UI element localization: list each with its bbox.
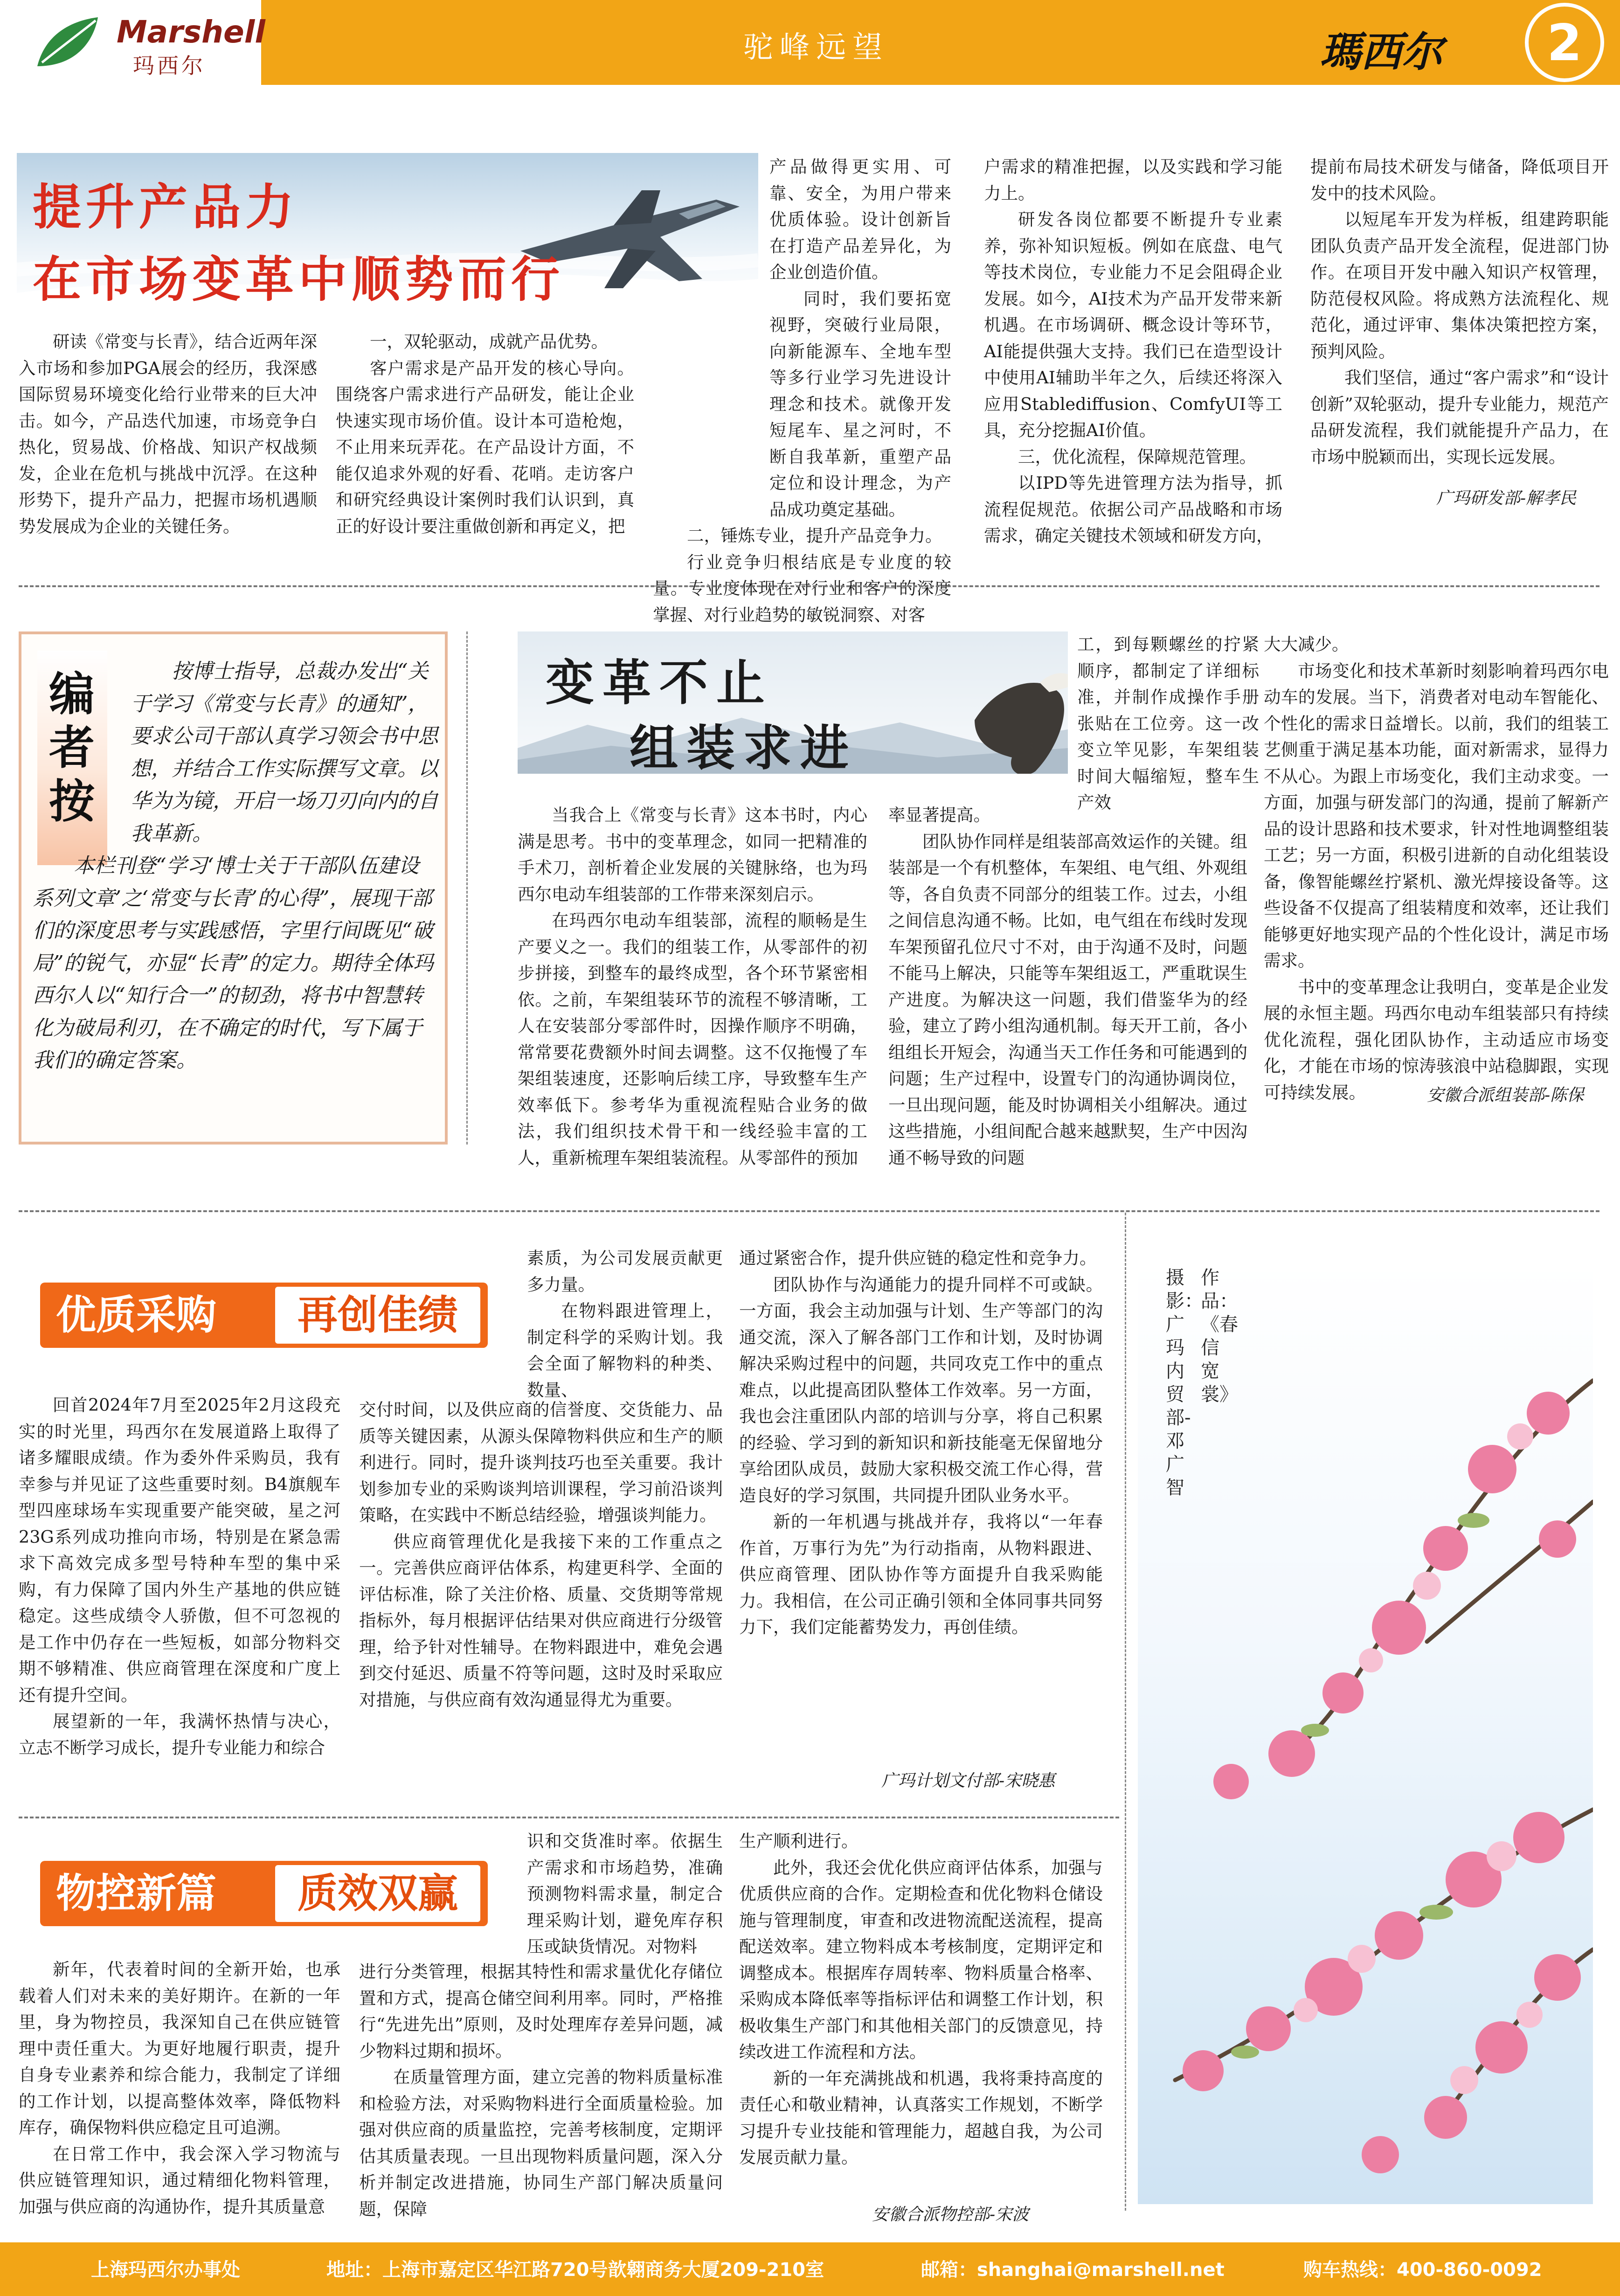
photo-title: 作品：《春信宽裳》	[1201, 1267, 1238, 1405]
paragraph: 供应商管理优化是我接下来的工作重点之一。完善供应商评估体系，构建更科学、全面的评估标准，除了关注价格、质量、交货期等常规指标外，每月根据评估结果对供应商进行分级管理，给予针对性辅导。在物料跟进中，难免会遇到交付延迟、质量不符等问题，这时及时采取应对措施，与供应商有效沟通显得尤为重要。	[359, 1531, 723, 1710]
logo-text: Marshell	[117, 14, 266, 50]
paragraph: 一，双轮驱动，成就产品优势。	[370, 332, 608, 352]
column-divider	[466, 631, 468, 1145]
article2-column-2	[888, 802, 1247, 1171]
article1-title-line1: 提升产品力	[33, 179, 299, 236]
paragraph: 客户需求是产品开发的核心导向。围绕客户需求进行产品研发，能让企业快速实现市场价值。设计本可造枪炮，不止用来玩弄花。在产品设计方面，不能仅追求外观的好看、花哨。走访客户和研究经典设计案例时我们认识到，真正的好设计要注重做创新和再定义，把	[336, 358, 634, 536]
section-divider	[19, 585, 1599, 587]
paragraph: 大大减少。	[1264, 634, 1349, 654]
paragraph: 在日常工作中，我会深入学习物流与供应链管理知识，通过精细化物料管理，加强与供应商的沟通协作，提升其质量意	[19, 2143, 340, 2217]
article4-column-1	[19, 1956, 340, 2220]
paragraph: 在物料跟进管理上，制定科学的采购计划。我会全面了解物料的种类、数量、	[527, 1301, 723, 1400]
article3-column-1	[19, 1392, 340, 1761]
section-title: 驼峰远望	[743, 30, 889, 65]
logo-chinese: 玛西尔	[133, 53, 206, 78]
article1-column-3	[653, 154, 951, 628]
footer-hotline: 购车热线：400-860-0092	[1303, 2259, 1542, 2281]
photo-author: 摄影：广玛内贸部-邓广智	[1166, 1267, 1203, 1498]
column-divider	[1125, 1213, 1126, 2211]
paragraph: 识和交货准时率。依据生产需求和市场趋势，准确预测物料需求量，制定合理采购计划，避免库存积压或缺货情况。对物料	[527, 1831, 723, 1956]
article2-column-3	[1264, 631, 1609, 1106]
paragraph: 生产顺利进行。	[739, 1831, 858, 1851]
article2-title-line2: 组装求进	[630, 720, 858, 777]
article3-column-2-top	[527, 1245, 723, 1403]
article2-signature: 安徽合派组装部-陈保	[1427, 1086, 1584, 1105]
paragraph: 研读《常变与长青》，结合近两年深入市场和参加PGA展会的经历，我深感国际贸易环境变化给行业带来的巨大冲击。如今，产品迭代加速，市场竞争白热化，贸易战、价格战、知识产权战频发，企业在危机与挑战中沉浮。在这种形势下，提升产品力，把握市场机遇顺势发展成为企业的关键任务。	[19, 332, 317, 536]
article2-column-0	[1077, 631, 1259, 816]
paragraph: 按博士指导，总裁办发出“关于学习《常变与长青》的通知”，要求公司干部认真学习领会书中思想，并结合工作实际撰写文章。以华为为镜，开启一场刀刃向内的自我革新。	[131, 659, 438, 846]
article4-column-3	[739, 1828, 1103, 2171]
paragraph: 户需求的精准把握，以及实践和学习能力上。	[984, 157, 1282, 203]
paragraph: 团队协作同样是组装部高效运作的关键。组装部是一个有机整体，车架组、电气组、外观组等，各自负责不同部分的组装工作。过去，小组之间信息沟通不畅。比如，电气组在布线时发现车架预留孔位尺寸不对，由于沟通不及时，问题不能马上解决，只能等车架组返工，严重耽误生产进度。为解决这一问题，我们借鉴华为的经验，建立了跨小组沟通机制。每天开工前，各小组组长开短会，沟通当天工作任务和可能遇到的问题；生产过程中，设置专门的沟通协调岗位，一旦出现问题，能及时协调相关小组解决。通过这些措施，小组间配合越来越默契，生产中因沟通不畅导致的问题	[888, 831, 1247, 1168]
article4-signature: 安徽合派物控部-宋波	[872, 2205, 1029, 2224]
article2-column-1	[518, 802, 867, 1171]
article4-column-2-top	[527, 1828, 723, 1960]
article3-column-3	[739, 1245, 1103, 1641]
article4-tag-right: 质效双赢	[275, 1865, 480, 1922]
paragraph: 市场变化和技术革新时刻影响着玛西尔电动车的发展。当下，消费者对电动车智能化、个性化的需求日益增长。以前，我们的组装工艺侧重于满足基本功能，面对新需求，显得力不从心。为跟上市场变化，我们主动求变。一方面，加强与研发部门的沟通，提前了解新产品的设计思路和技术要求，针对性地调整组装工艺；另一方面，积极引进新的自动化组装设备，像智能螺丝拧紧机、激光焊接设备等。这些设备不仅提高了组装精度和效率，还让我们能够更好地实现产品的个性化设计，满足市场需求。	[1264, 660, 1609, 971]
article1-column-1	[19, 329, 317, 540]
editor-tag-char: 按	[48, 775, 95, 828]
article1-signature: 广玛研发部-解孝民	[1436, 489, 1577, 508]
paragraph: 二，锤炼专业，提升产品竞争力。	[687, 526, 942, 546]
paragraph: 交付时间，以及供应商的信誉度、交货能力、品质等关键因素，从源头保障物料供应和生产的顺利进行。同时，提升谈判技巧也至关重要。我计划参加专业的采购谈判培训课程，学习前沿谈判策略，在实践中不断总结经验，增强谈判能力。	[359, 1400, 723, 1525]
paragraph: 行业竞争归根结底是专业度的较量。专业度体现在对行业和客户的深度掌握、对行业趋势的敏锐洞察、对客	[653, 552, 951, 625]
paragraph: 书中的变革理念让我明白，变革是企业发展的永恒主题。玛西尔电动车组装部只有持续优化流程，强化团队协作，主动适应市场变化，才能在市场的惊涛骇浪中站稳脚跟，实现可持续发展。	[1264, 977, 1609, 1103]
paragraph: 我们坚信，通过“客户需求”和“设计创新”双轮驱动，提升专业能力，规范产品研发流程，我们就能提升产品力，在市场中脱颖而出，实现长远发展。	[1310, 368, 1609, 467]
paragraph: 回首2024年7月至2025年2月这段充实的时光里，玛西尔在发展道路上取得了诸多耀眼成绩。作为委外件采购员，我有幸参与并见证了这些重要时刻。B4旗舰车型四座球场车实现重要产能突破，星之河23G系列成功推向市场，特别是在紧急需求下高效完成多型号特种车型的集中采购，有力保障了国内外生产基地的供应链稳定。这些成绩令人骄傲，但不可忽视的是工作中仍存在一些短板，如部分物料交期不够精准、供应商管理在深度和广度上还有提升空间。	[19, 1395, 340, 1705]
paragraph: 在质量管理方面，建立完善的物料质量标准和检验方法，对采购物料进行全面质量检验。加强对供应商的质量监控，完善考核制度，定期评估其质量表现。一旦出现物料质量问题，深入分析并制定改进措施，协同生产部门解决质量问题，保障	[359, 2067, 723, 2219]
paragraph: 产品做得更实用、可靠、安全，为用户带来优质体验。设计创新旨在打造产品差异化，为企业创造价值。	[769, 157, 951, 282]
paragraph: 同时，我们要拓宽视野，突破行业局限，向新能源车、全地车型等多行业学习先进设计理念和技术。就像开发短尾车、星之河时，不断自我革新，重塑产品定位和设计理念，为产品成功奠定基础。	[769, 288, 951, 520]
paragraph: 展望新的一年，我满怀热情与决心，立志不断学习成长，提升专业能力和综合	[19, 1711, 340, 1758]
article4-tag-left: 物控新篇	[56, 1870, 216, 1917]
paragraph: 新年，代表着时间的全新开始，也承载着人们对未来的美好期许。在新的一年里，身为物控员，我深知自己在供应链管理中责任重大。为更好地履行职责，提升自身专业素养和综合能力，我制定了详细的工作计划，以提高整体效率，降低物料库存，确保物料供应稳定且可追溯。	[19, 1959, 340, 2137]
paragraph: 新的一年充满挑战和机遇，我将秉持高度的责任心和敬业精神，认真落实工作规划，不断学习提升专业技能和管理能力，超越自我，为公司发展贡献力量。	[739, 2068, 1103, 2167]
editor-note-text	[33, 655, 438, 1077]
article3-tag-left: 优质采购	[56, 1292, 216, 1339]
paragraph: 工，到每颗螺丝的拧紧顺序，都制定了详细标准，并制作成操作手册张贴在工位旁。这一改变立竿见影，车架组装时间大幅缩短，整车生产效	[1077, 634, 1259, 812]
footer-office: 上海玛西尔办事处	[91, 2259, 240, 2281]
paragraph: 通过紧密合作，提升供应链的稳定性和竞争力。	[739, 1248, 1097, 1268]
page-number: 2	[1547, 14, 1582, 72]
paragraph: 本栏刊登“学习‘博士关于干部队伍建设系列文章’之‘常变与长青’的心得”，展现干部们的深度思考与实践感悟，字里行间既见“破局”的锐气，亦显“长青”的定力。期待全体玛西尔人以“知行合一”的韧劲，将书中智慧转化为破局利刃，在不确定的时代，写下属于我们的确定答案。	[33, 854, 434, 1072]
article3-tag-right: 再创佳绩	[275, 1287, 480, 1344]
paragraph: 进行分类管理，根据其特性和需求量优化存储位置和方式，提高仓储空间利用率。同时，严格推行“先进先出”原则，及时处理库存差异问题，减少物料过期和损坏。	[359, 1962, 723, 2061]
paragraph: 在玛西尔电动车组装部，流程的顺畅是生产要义之一。我们的组装工作，从零部件的初步拼接，到整车的最终成型，各个环节紧密相依。之前，车架组装环节的流程不够清晰，工人在安装部分零部件时，因操作顺序不明确，常常要花费额外时间去调整。这不仅拖慢了车架组装速度，还影响后续工序，导致整车生产效率低下。参考华为重视流程贴合业务的做法，我们组织技术骨干和一线经验丰富的工人，重新梳理车架组装流程。从零部件的预加	[518, 910, 867, 1168]
section-divider	[19, 1210, 1599, 1212]
section-divider	[19, 1817, 1119, 1818]
article1-column-2	[336, 329, 634, 540]
editor-tag-char: 编	[48, 668, 95, 721]
paragraph: 率显著提高。	[888, 805, 990, 825]
paragraph: 以短尾车开发为样板，组建跨职能团队负责产品开发全流程，促进部门协作。在项目开发中融入知识产权管理，防范侵权风险。将成熟方法流程化、规范化，通过评审、集体决策把控方案，预判风险。	[1310, 209, 1609, 361]
paragraph: 当我合上《常变与长青》这本书时，内心满是思考。书中的变革理念，如同一把精准的手术刀，剖析着企业发展的关键脉络，也为玛西尔电动车组装部的工作带来深刻启示。	[518, 805, 867, 904]
paragraph: 研发各岗位都要不断提升专业素养，弥补知识短板。例如在底盘、电气等技术岗位，专业能力不足会阻碍企业发展。如今，AI技术为产品开发带来新机遇。在市场调研、概念设计等环节，AI能提供强大支持。我们已在造型设计中使用AI辅助半年之久，后续还将深入应用Stablediffusion、ComfyUI等工具，充分挖掘AI价值。	[984, 209, 1282, 440]
article3-column-2	[359, 1397, 723, 1713]
brand-script-title: 瑪西尔	[1320, 28, 1443, 76]
article1-column-5	[1310, 154, 1609, 470]
paragraph: 素质，为公司发展贡献更多力量。	[527, 1248, 723, 1295]
article2-title-line1: 变革不止	[546, 654, 774, 711]
article4-column-2	[359, 1959, 723, 2222]
paragraph: 此外，我还会优化供应商评估体系，加强与优质供应商的合作。定期检查和优化物料仓储设施与管理制度，审查和改进物流配送流程，提高配送效率。建立物料成本考核制度，定期评定和调整成本。根据库存周转率、物料质量合格率、采购成本降低率等指标评估和调整工作计划，积极收集生产部门和其他相关部门的反馈意见，持续改进工作流程和方法。	[739, 1857, 1103, 2062]
paragraph: 提前布局技术研发与储备，降低项目开发中的技术风险。	[1310, 157, 1609, 203]
logo-leaf-icon	[28, 10, 107, 76]
article1-title-line2: 在市场变革中顺势而行	[33, 251, 565, 308]
article3-signature: 广玛计划文付部-宋晓惠	[881, 1771, 1055, 1790]
article1-column-4	[984, 154, 1282, 549]
paragraph: 新的一年机遇与挑战并存，我将以“一年春作首，万事行为先”为行动指南，从物料跟进、供应商管理、团队协作等方面提升自我采购能力。我相信，在公司正确引领和全体同事共同努力下，我们定能蓄势发力，再创佳绩。	[739, 1512, 1103, 1637]
footer-email[interactable]: 邮箱：shanghai@marshell.net	[921, 2259, 1225, 2281]
paragraph: 三，优化流程，保障规范管理。	[1018, 446, 1256, 467]
paragraph: 团队协作与沟通能力的提升同样不可或缺。一方面，我会主动加强与计划、生产等部门的沟通交流，深入了解各部门工作和计划，及时协调解决采购过程中的问题，共同攻克工作中的重点难点，以此提高团队整体工作效率。另一方面，我也会注重团队内部的培训与分享，将自己积累的经验、学习到的新知识和新技能毫无保留地分享给团队成员，鼓励大家积极交流工作心得，营造良好的学习氛围，共同提升团队业务水平。	[739, 1274, 1103, 1505]
paragraph: 以IPD等先进管理方法为指导，抓流程促规范。依据公司产品战略和市场需求，确定关键技术领域和研发方向，	[984, 473, 1282, 546]
editor-tag-char: 者	[48, 721, 95, 775]
footer-address: 地址：上海市嘉定区华江路720号歆翱商务大厦209-210室	[326, 2259, 824, 2281]
